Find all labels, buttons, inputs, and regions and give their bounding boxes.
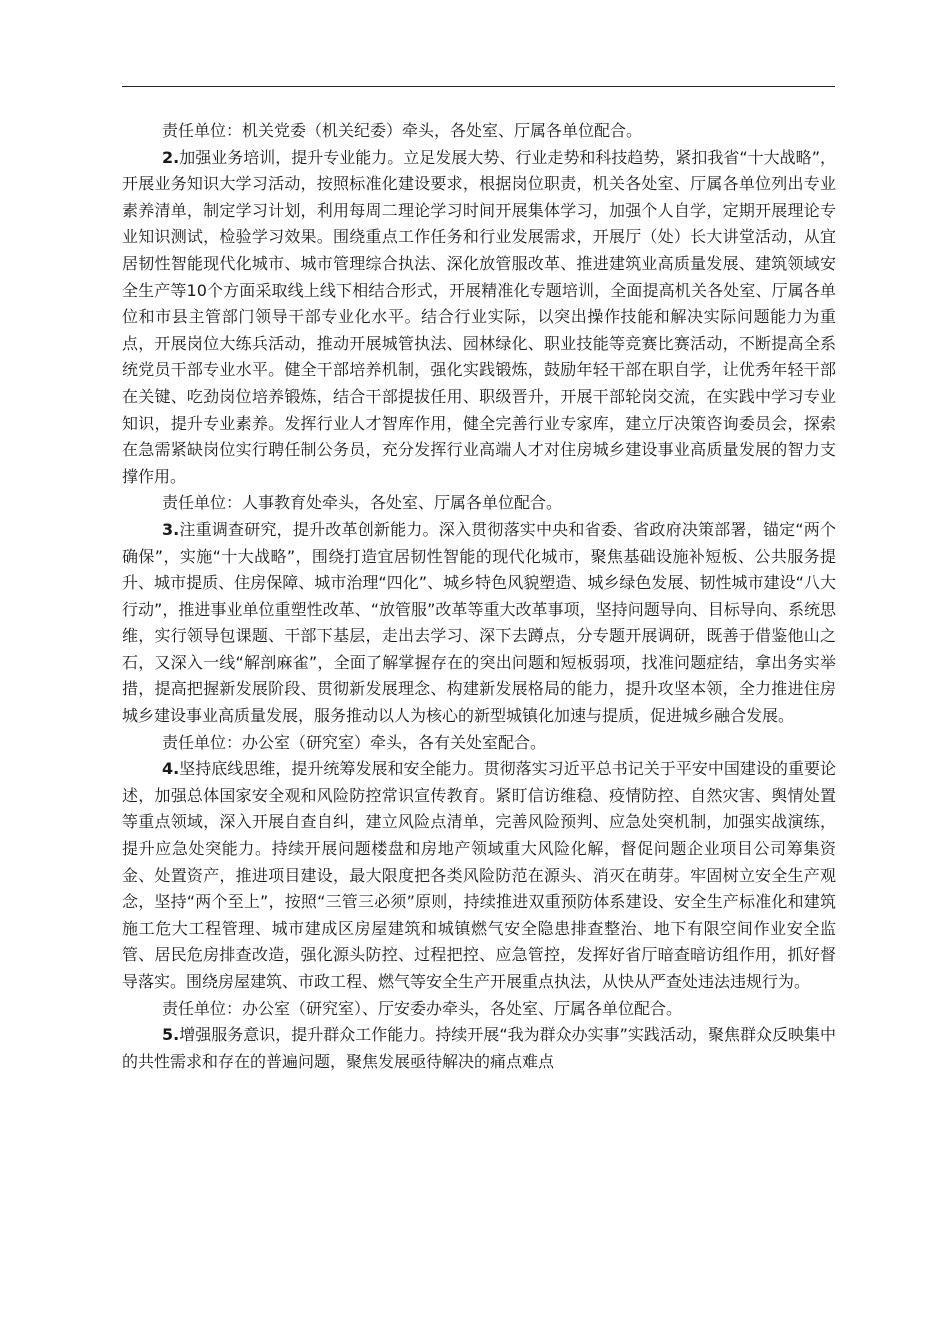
- item-number: 4.: [162, 759, 180, 779]
- document-body: [122, 118, 836, 1075]
- responsibility-line: 责任单位：办公室（研究室）牵头，各有关处室配合。: [162, 732, 547, 752]
- item-paragraph: [122, 1022, 836, 1075]
- item-paragraph: [122, 517, 836, 730]
- responsibility-line: 责任单位：办公室（研究室）、厅安委办牵头，各处室、厅属各单位配合。: [162, 998, 683, 1018]
- header-rule: [122, 86, 835, 87]
- responsibility-line: 责任单位：人事教育处牵头，各处室、厅属各单位配合。: [162, 493, 563, 513]
- responsibility-line: 责任单位：机关党委（机关纪委）牵头，各处室、厅属各单位配合。: [162, 121, 643, 140]
- item-text: 加强业务培训，提升专业能力。立足发展大势、行业走势和科技趋势，紧扣我省“十大战略”，开展业务知识大学习活动，按照标准化建设要求，根据岗位职责，机关各处室、厅属各单位列出专业素养清单，制定学习计划，利用每周二理论学习时间开展集体学习，加强个人自学，定期开展理论专业知识测试，检验学习效果。围绕重点工作任务和行业发展需求，开展厅（处）长大讲堂活动，从宜居韧性智能现代化城市、城市管理综合执法、深化放管服改革、推进建筑业高质量发展、建筑领域安全生产等10个方面采取线上线下相结合形式，开展精准化专题培训，全面提高机关各处室、厅属各单位和市县主管部门领导干部专业化水平。结合行业实际，以突出操作技能和解决实际问题能力为重点，开展岗位大练兵活动，推动开展城管执法、园林绿化、职业技能等竞赛比赛活动，不断提高全系统党员干部专业水平。健全干部培养机制，强化实践锻炼，鼓励年轻干部在职自学，让优秀年轻干部在关键、吃劲岗位培养锻炼，结合干部提拔任用、职级晋升，开展干部轮岗交流，在实践中学习专业知识，提升专业素养。发挥行业人才智库作用，健全完善行业专家库，建立厅决策咨询委员会，探索在急需紧缺岗位实行聘任制公务员，充分发挥行业高端人才对住房城乡建设事业高质量发展的智力支撑作用。: [122, 147, 836, 486]
- item-number: 3.: [162, 519, 180, 539]
- item-number: 5.: [162, 1025, 180, 1045]
- item-paragraph: [122, 756, 836, 995]
- item-text: 注重调查研究，提升改革创新能力。深入贯彻落实中央和省委、省政府决策部署，锚定“两个确保”，实施“十大战略”，围绕打造宜居韧性智能的现代化城市，聚焦基础设施补短板、公共服务提升、城市提质、住房保障、城市治理“四化”、城乡特色风貌塑造、城乡绿色发展、韧性城市建设“八大行动”，推进事业单位重塑性改革、“放管服”改革等重大改革事项，坚持问题导向、目标导向、系统思维，实行领导包课题、干部下基层，走出去学习、深下去蹲点，分专题开展调研，既善于借鉴他山之石，又深入一线“解剖麻雀”，全面了解掌握存在的突出问题和短板弱项，找准问题症结，拿出务实举措，提高把握新发展阶段、贯彻新发展理念、构建新发展格局的能力，提升攻坚本领，全力推进住房城乡建设事业高质量发展，服务推动以人为核心的新型城镇化加速与提质，促进城乡融合发展。: [122, 519, 836, 726]
- item-number: 2.: [162, 147, 180, 167]
- item-paragraph: [122, 145, 836, 491]
- item-text: 增强服务意识，提升群众工作能力。持续开展“我为群众办实事”实践活动，聚焦群众反映集中的共性需求和存在的普遍问题，聚焦发展亟待解决的痛点难点: [122, 1025, 836, 1071]
- item-text: 坚持底线思维，提升统筹发展和安全能力。贯彻落实习近平总书记关于平安中国建设的重要论述，加强总体国家安全观和风险防控常识宣传教育。紧盯信访维稳、疫情防控、自然灾害、舆情处置等重点领域，深入开展自查自纠，建立风险点清单，完善风险预判、应急处突机制，加强实战演练，提升应急处突能力。持续开展问题楼盘和房地产领域重大风险化解，督促问题企业项目公司筹集资金、处置资产，推进项目建设，最大限度把各类风险防范在源头、消灭在萌芽。牢固树立安全生产观念，坚持“两个至上”，按照“三管三必须”原则，持续推进双重预防体系建设、安全生产标准化和建筑施工危大工程管理、城市建成区房屋建筑和城镇燃气安全隐患排查整治、地下有限空间作业安全监管、居民危房排查改造，强化源头防控、过程把控、应急管控，发挥好省厅暗查暗访组作用，抓好督导落实。围绕房屋建筑、市政工程、燃气等安全生产开展重点执法，从快从严查处违法违规行为。: [122, 759, 836, 991]
